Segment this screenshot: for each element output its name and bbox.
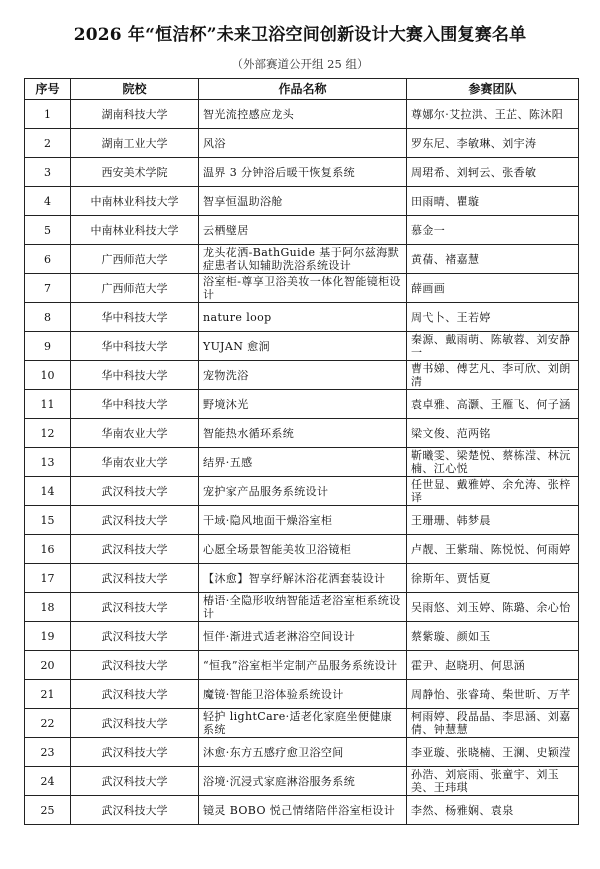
table-row bbox=[25, 564, 579, 593]
table-row bbox=[25, 303, 579, 332]
row-team: 李亚璇、张晓楠、王澜、史颖滢 bbox=[407, 738, 579, 767]
table-header-row bbox=[25, 79, 579, 100]
row-school: 武汉科技大学 bbox=[71, 680, 199, 709]
row-team: 卢靓、王紫瑞、陈悦悦、何雨婷 bbox=[407, 535, 579, 564]
row-work-title: 浴室柜-尊享卫浴美妆一体化智能镜柜设计 bbox=[199, 274, 407, 303]
row-work-title: 智能热水循环系统 bbox=[199, 419, 407, 448]
row-team: 秦源、戴雨萌、陈敏蓉、刘安静一 bbox=[407, 332, 579, 361]
table-row bbox=[25, 332, 579, 361]
row-number: 12 bbox=[25, 419, 71, 448]
header-school: 院校 bbox=[71, 79, 199, 100]
row-number: 9 bbox=[25, 332, 71, 361]
row-work-title: 轻护 lightCare·适老化家庭坐便健康系统 bbox=[199, 709, 407, 738]
row-number: 24 bbox=[25, 767, 71, 796]
row-school: 华中科技大学 bbox=[71, 390, 199, 419]
table-row bbox=[25, 622, 579, 651]
table-row bbox=[25, 100, 579, 129]
header-team: 参赛团队 bbox=[407, 79, 579, 100]
row-school: 广西师范大学 bbox=[71, 274, 199, 303]
row-team: 靳曦雯、梁楚悦、蔡栋滢、林沅楠、江心悦 bbox=[407, 448, 579, 477]
table-row bbox=[25, 709, 579, 738]
row-school: 华南农业大学 bbox=[71, 448, 199, 477]
table-row bbox=[25, 535, 579, 564]
table-row bbox=[25, 129, 579, 158]
row-school: 武汉科技大学 bbox=[71, 506, 199, 535]
row-number: 7 bbox=[25, 274, 71, 303]
table-row bbox=[25, 361, 579, 390]
row-number: 17 bbox=[25, 564, 71, 593]
table-row bbox=[25, 274, 579, 303]
row-school: 武汉科技大学 bbox=[71, 651, 199, 680]
row-team: 柯雨婷、段晶晶、李思涵、刘嘉倩、钟慧慧 bbox=[407, 709, 579, 738]
row-work-title: 干域·隐风地面干燥浴室柜 bbox=[199, 506, 407, 535]
row-team: 周弋卜、王若婷 bbox=[407, 303, 579, 332]
row-number: 16 bbox=[25, 535, 71, 564]
row-work-title: 恒伴·渐进式适老淋浴空间设计 bbox=[199, 622, 407, 651]
row-team: 王珊珊、韩梦晨 bbox=[407, 506, 579, 535]
row-work-title: 智享恒温助浴舱 bbox=[199, 187, 407, 216]
row-school: 湖南工业大学 bbox=[71, 129, 199, 158]
row-number: 2 bbox=[25, 129, 71, 158]
header-work: 作品名称 bbox=[199, 79, 407, 100]
row-school: 华中科技大学 bbox=[71, 303, 199, 332]
row-number: 21 bbox=[25, 680, 71, 709]
row-team: 尊娜尔·艾拉洪、王芷、陈沐阳 bbox=[407, 100, 579, 129]
row-work-title: 【沐愈】智享纾解沐浴花洒套装设计 bbox=[199, 564, 407, 593]
row-number: 5 bbox=[25, 216, 71, 245]
row-school: 中南林业科技大学 bbox=[71, 187, 199, 216]
row-work-title: YUJAN 愈涧 bbox=[199, 332, 407, 361]
table-row bbox=[25, 767, 579, 796]
table-row bbox=[25, 796, 579, 825]
row-number: 8 bbox=[25, 303, 71, 332]
row-school: 武汉科技大学 bbox=[71, 477, 199, 506]
row-school: 中南林业科技大学 bbox=[71, 216, 199, 245]
table-row bbox=[25, 419, 579, 448]
row-work-title: 龙头花洒-BathGuide 基于阿尔兹海默症患者认知辅助洗浴系统设计 bbox=[199, 245, 407, 274]
row-number: 22 bbox=[25, 709, 71, 738]
table-row bbox=[25, 187, 579, 216]
table-row bbox=[25, 448, 579, 477]
row-team: 蔡紫璇、颜如玉 bbox=[407, 622, 579, 651]
row-work-title: 心愿全场景智能美妆卫浴镜柜 bbox=[199, 535, 407, 564]
row-school: 武汉科技大学 bbox=[71, 535, 199, 564]
row-school: 西安美术学院 bbox=[71, 158, 199, 187]
row-school: 广西师范大学 bbox=[71, 245, 199, 274]
table-row bbox=[25, 593, 579, 622]
row-school: 武汉科技大学 bbox=[71, 709, 199, 738]
row-work-title: 椿语·全隐形收纳智能适老浴室柜系统设计 bbox=[199, 593, 407, 622]
row-work-title: 宠物洗浴 bbox=[199, 361, 407, 390]
row-number: 1 bbox=[25, 100, 71, 129]
row-work-title: 智光流控感应龙头 bbox=[199, 100, 407, 129]
row-team: 黄蒨、褚嘉慧 bbox=[407, 245, 579, 274]
row-school: 武汉科技大学 bbox=[71, 796, 199, 825]
row-team: 慕金一 bbox=[407, 216, 579, 245]
table-row bbox=[25, 158, 579, 187]
row-school: 武汉科技大学 bbox=[71, 622, 199, 651]
row-team: 吴雨悠、刘玉婷、陈璐、余心怡 bbox=[407, 593, 579, 622]
row-school: 华中科技大学 bbox=[71, 361, 199, 390]
finalist-table bbox=[24, 78, 579, 825]
row-number: 15 bbox=[25, 506, 71, 535]
table-row bbox=[25, 245, 579, 274]
row-team: 李然、杨雅娴、袁泉 bbox=[407, 796, 579, 825]
row-school: 武汉科技大学 bbox=[71, 767, 199, 796]
table-row bbox=[25, 680, 579, 709]
row-school: 湖南科技大学 bbox=[71, 100, 199, 129]
row-work-title: “恒我”浴室柜半定制产品服务系统设计 bbox=[199, 651, 407, 680]
row-school: 武汉科技大学 bbox=[71, 738, 199, 767]
row-team: 梁文俊、范两铭 bbox=[407, 419, 579, 448]
table-row bbox=[25, 651, 579, 680]
table-row bbox=[25, 477, 579, 506]
row-number: 18 bbox=[25, 593, 71, 622]
row-number: 23 bbox=[25, 738, 71, 767]
row-team: 周珺希、刘轲云、张香敏 bbox=[407, 158, 579, 187]
row-team: 袁卓雅、高灏、王雁飞、何子涵 bbox=[407, 390, 579, 419]
row-work-title: 魔镜·智能卫浴体验系统设计 bbox=[199, 680, 407, 709]
row-work-title: 宠护家产品服务系统设计 bbox=[199, 477, 407, 506]
row-work-title: 沐愈·东方五感疗愈卫浴空间 bbox=[199, 738, 407, 767]
row-school: 华南农业大学 bbox=[71, 419, 199, 448]
row-team: 霍尹、赵晓玥、何思涵 bbox=[407, 651, 579, 680]
row-work-title: 云栖璧居 bbox=[199, 216, 407, 245]
row-team: 田雨晴、瞿璇 bbox=[407, 187, 579, 216]
table-row bbox=[25, 390, 579, 419]
table-row bbox=[25, 216, 579, 245]
row-work-title: 温界 3 分钟浴后暖干恢复系统 bbox=[199, 158, 407, 187]
row-work-title: 野境沐光 bbox=[199, 390, 407, 419]
page-title: 2026 年“恒洁杯”未来卫浴空间创新设计大赛入围复赛名单 bbox=[73, 25, 527, 45]
table-row bbox=[25, 506, 579, 535]
row-number: 13 bbox=[25, 448, 71, 477]
row-work-title: 结界·五感 bbox=[199, 448, 407, 477]
row-work-title: 镜灵 BOBO 悦己情绪陪伴浴室柜设计 bbox=[199, 796, 407, 825]
row-work-title: 浴境·沉浸式家庭淋浴服务系统 bbox=[199, 767, 407, 796]
page-subtitle: （外部赛道公开组 25 组） bbox=[231, 57, 369, 71]
row-school: 华中科技大学 bbox=[71, 332, 199, 361]
table-row bbox=[25, 738, 579, 767]
header-no: 序号 bbox=[25, 79, 71, 100]
row-team: 罗东尼、李敏琳、刘宇涛 bbox=[407, 129, 579, 158]
row-school: 武汉科技大学 bbox=[71, 564, 199, 593]
row-team: 曹书娣、傅艺凡、李可欣、刘朗清 bbox=[407, 361, 579, 390]
row-number: 10 bbox=[25, 361, 71, 390]
row-number: 6 bbox=[25, 245, 71, 274]
row-number: 4 bbox=[25, 187, 71, 216]
row-number: 14 bbox=[25, 477, 71, 506]
row-number: 11 bbox=[25, 390, 71, 419]
row-team: 孙浩、刘宸雨、张童宇、刘玉美、王玮琪 bbox=[407, 767, 579, 796]
row-team: 任世显、戴雅婷、余允涛、张梓译 bbox=[407, 477, 579, 506]
row-number: 19 bbox=[25, 622, 71, 651]
row-work-title: 风浴 bbox=[199, 129, 407, 158]
row-team: 薛画画 bbox=[407, 274, 579, 303]
row-number: 25 bbox=[25, 796, 71, 825]
row-team: 徐斯年、贾恬夏 bbox=[407, 564, 579, 593]
row-work-title: nature loop bbox=[199, 303, 407, 332]
row-team: 周静怡、张睿琦、柴世昕、万芊 bbox=[407, 680, 579, 709]
row-number: 3 bbox=[25, 158, 71, 187]
row-number: 20 bbox=[25, 651, 71, 680]
row-school: 武汉科技大学 bbox=[71, 593, 199, 622]
